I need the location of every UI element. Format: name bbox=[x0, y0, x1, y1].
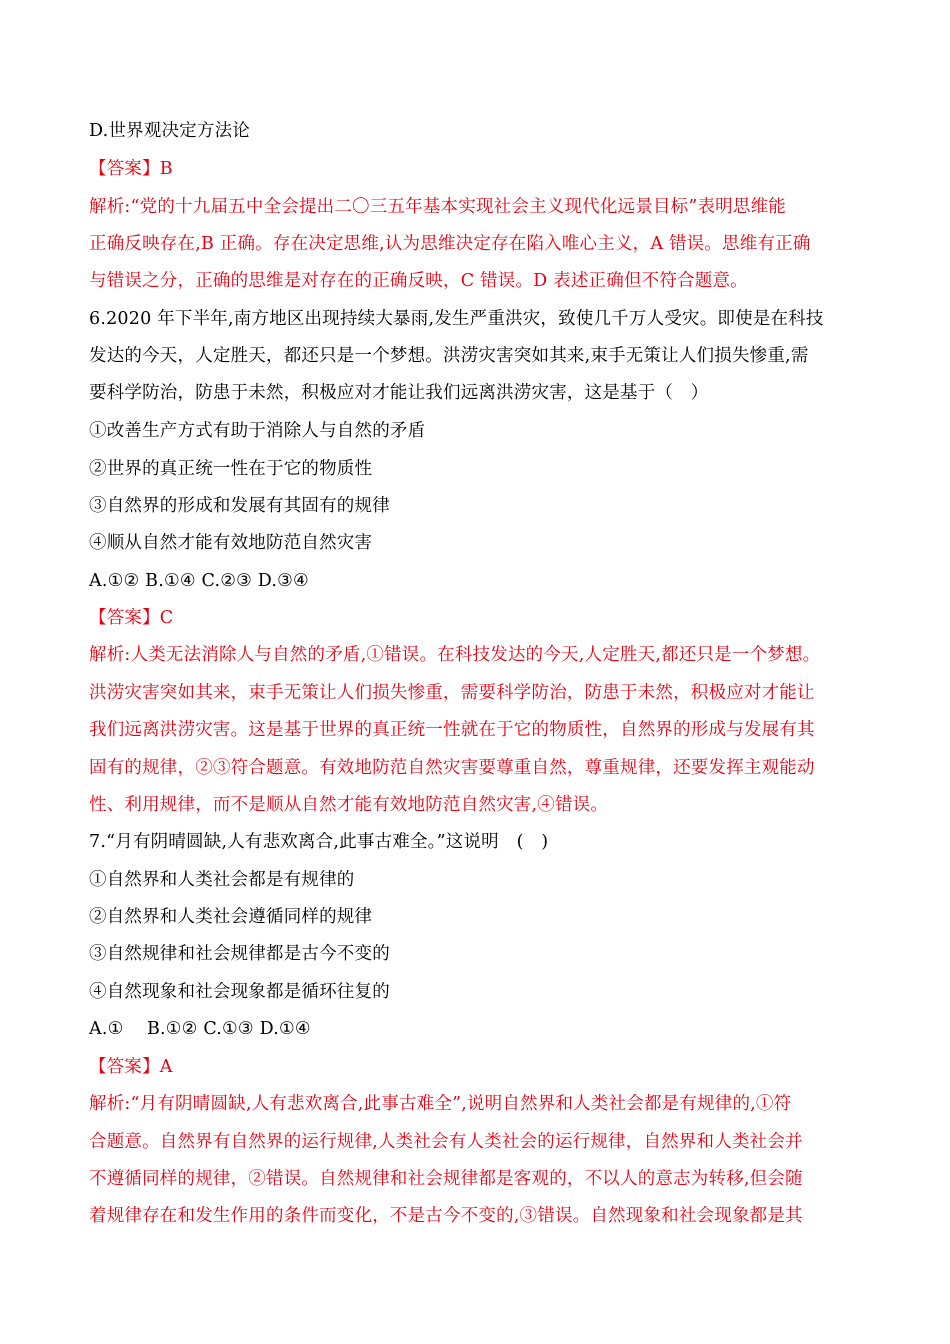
explanation-line: 正确反映存在,B 正确。存在决定思维,认为思维决定存在陷入唯心主义，A 错误。思维有正确 bbox=[89, 234, 811, 254]
question-stem: 要科学防治，防患于未然，积极应对才能让我们远离洪涝灾害，这是基于（ ） bbox=[89, 383, 709, 403]
explanation-line: 解析:“党的十九届五中全会提出二〇三五年基本实现社会主义现代化远景目标”表明思维能 bbox=[89, 197, 786, 217]
explanation-line: 固有的规律，②③符合题意。有效地防范自然灾害要尊重自然，尊重规律，还要发挥主观能动 bbox=[89, 758, 815, 778]
explanation-line: 不遵循同样的规律，②错误。自然规律和社会规律都是客观的，不以人的意志为转移,但会随 bbox=[89, 1169, 803, 1189]
explanation-line: 洪涝灾害突如其来，束手无策让人们损失惨重，需要科学防治，防患于未然，积极应对才能让 bbox=[89, 683, 815, 703]
question-item: ③自然规律和社会规律都是古今不变的 bbox=[89, 944, 390, 964]
question-stem: 发达的今天，人定胜天，都还只是一个梦想。洪涝灾害突如其来,束手无策让人们损失惨重,需 bbox=[89, 346, 809, 366]
question-stem: 7.“月有阴晴圆缺,人有悲欢离合,此事古难全。”这说明 ( ) bbox=[89, 832, 549, 852]
question-stem: 6.2020 年下半年,南方地区出现持续大暴雨,发生严重洪灾，致使几千万人受灾。即使是在科技 bbox=[89, 309, 824, 329]
explanation-line: 性、利用规律，而不是顺从自然才能有效地防范自然灾害,④错误。 bbox=[89, 795, 609, 815]
answer-label: 【答案】A bbox=[89, 1057, 173, 1077]
question-choices: A.①② B.①④ C.②③ D.③④ bbox=[89, 571, 309, 591]
question-item: ①改善生产方式有助于消除人与自然的矛盾 bbox=[89, 421, 426, 441]
explanation-line: 我们远离洪涝灾害。这是基于世界的真正统一性就在于它的物质性，自然界的形成与发展有其 bbox=[89, 720, 815, 740]
question-item: ④顺从自然才能有效地防范自然灾害 bbox=[89, 533, 373, 553]
question-item: ③自然界的形成和发展有其固有的规律 bbox=[89, 496, 390, 516]
explanation-line: 着规律存在和发生作用的条件而变化，不是古今不变的,③错误。自然现象和社会现象都是其 bbox=[89, 1206, 803, 1226]
explanation-line: 合题意。自然界有自然界的运行规律,人类社会有人类社会的运行规律，自然界和人类社会并 bbox=[89, 1132, 803, 1152]
explanation-line: 解析:人类无法消除人与自然的矛盾,①错误。在科技发达的今天,人定胜天,都还只是一个梦想。 bbox=[89, 645, 821, 665]
question-item: ②自然界和人类社会遵循同样的规律 bbox=[89, 907, 373, 927]
question-item: ①自然界和人类社会都是有规律的 bbox=[89, 870, 355, 890]
explanation-line: 解析:“月有阴晴圆缺,人有悲欢离合,此事古难全”,说明自然界和人类社会都是有规律的,①符 bbox=[89, 1094, 792, 1114]
answer-label: 【答案】C bbox=[89, 608, 174, 628]
question-choices: A.① B.①② C.①③ D.①④ bbox=[89, 1019, 311, 1039]
explanation-line: 与错误之分，正确的思维是对存在的正确反映，C 错误。D 表述正确但不符合题意。 bbox=[89, 271, 748, 291]
option-d: D.世界观决定方法论 bbox=[89, 121, 250, 141]
answer-label: 【答案】B bbox=[89, 159, 173, 179]
question-item: ④自然现象和社会现象都是循环往复的 bbox=[89, 982, 390, 1002]
question-item: ②世界的真正统一性在于它的物质性 bbox=[89, 459, 373, 479]
